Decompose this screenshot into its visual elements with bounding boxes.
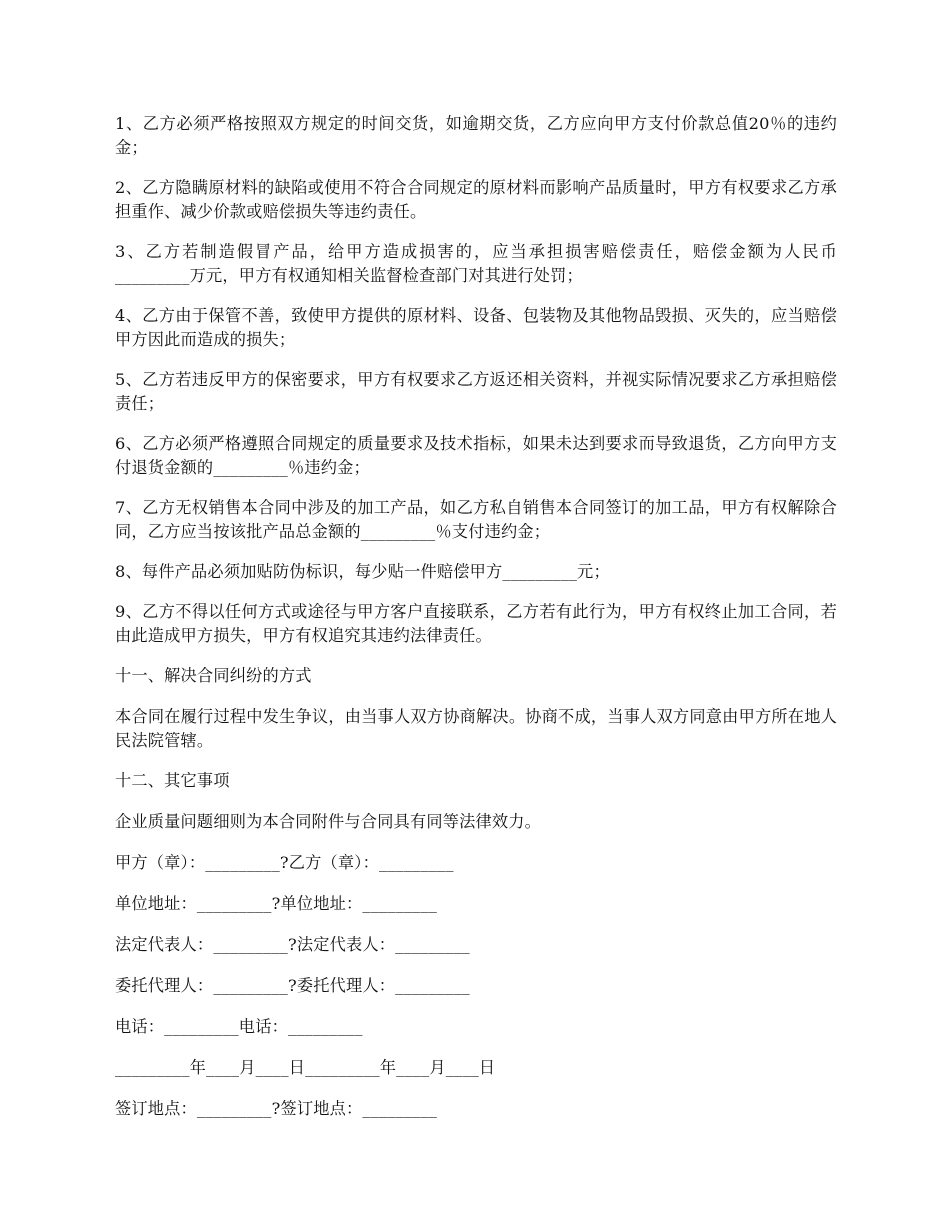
- signature-party-seal: 甲方（章）：_________?乙方（章）：_________: [115, 853, 454, 872]
- clause-5: 5、乙方若违反甲方的保密要求，甲方有权要求乙方返还相关资料，并视实际情况要求乙方承担赔偿责任；: [115, 370, 837, 413]
- clause-4: 4、乙方由于保管不善，致使甲方提供的原材料、设备、包装物及其他物品毁损、灭失的，应当赔偿甲方因此而造成的损失；: [115, 306, 837, 349]
- signature-legal-rep: 法定代表人：_________?法定代表人：_________: [115, 935, 470, 954]
- clause-6: 6、乙方必须严格遵照合同规定的质量要求及技术指标，如果未达到要求而导致退货，乙方向甲方支付退货金额的_________％违约金；: [115, 434, 837, 477]
- section-11-heading: 十一、解决合同纠纷的方式: [115, 666, 312, 685]
- clause-3: 3、乙方若制造假冒产品，给甲方造成损害的，应当承担损害赔偿责任，赔偿金额为人民币_________万元，甲方有权通知相关监督检查部门对其进行处罚；: [115, 242, 837, 285]
- signature-agent: 委托代理人：_________?委托代理人：_________: [115, 976, 470, 995]
- clause-1: 1、乙方必须严格按照双方规定的时间交货，如逾期交货，乙方应向甲方支付价款总值20％的违约金；: [115, 114, 837, 157]
- contract-page: [115, 112, 837, 1138]
- section-12-heading: 十二、其它事项: [115, 771, 230, 790]
- signature-place: 签订地点：_________?签订地点：_________: [115, 1099, 438, 1118]
- section-11-body: 本合同在履行过程中发生争议，由当事人双方协商解决。协商不成，当事人双方同意由甲方所在地人民法院管辖。: [115, 707, 837, 750]
- section-12-body: 企业质量问题细则为本合同附件与合同具有同等法律效力。: [115, 812, 542, 831]
- clause-9: 9、乙方不得以任何方式或途径与甲方客户直接联系，乙方若有此行为，甲方有权终止加工合同，若由此造成甲方损失，甲方有权追究其违约法律责任。: [115, 602, 837, 645]
- clause-8: 8、每件产品必须加贴防伪标识，每少贴一件赔偿甲方_________元；: [115, 562, 610, 581]
- signature-address: 单位地址：_________?单位地址：_________: [115, 894, 438, 913]
- signature-phone: 电话：_________电话：_________: [115, 1017, 363, 1036]
- clause-2: 2、乙方隐瞒原材料的缺陷或使用不符合合同规定的原材料而影响产品质量时，甲方有权要求乙方承担重作、减少价款或赔偿损失等违约责任。: [115, 178, 837, 221]
- clause-7: 7、乙方无权销售本合同中涉及的加工产品，如乙方私自销售本合同签订的加工品，甲方有权解除合同，乙方应当按该批产品总金额的_________％支付违约金；: [115, 498, 837, 541]
- signature-date: _________年____月____日_________年____月____日: [115, 1058, 496, 1077]
